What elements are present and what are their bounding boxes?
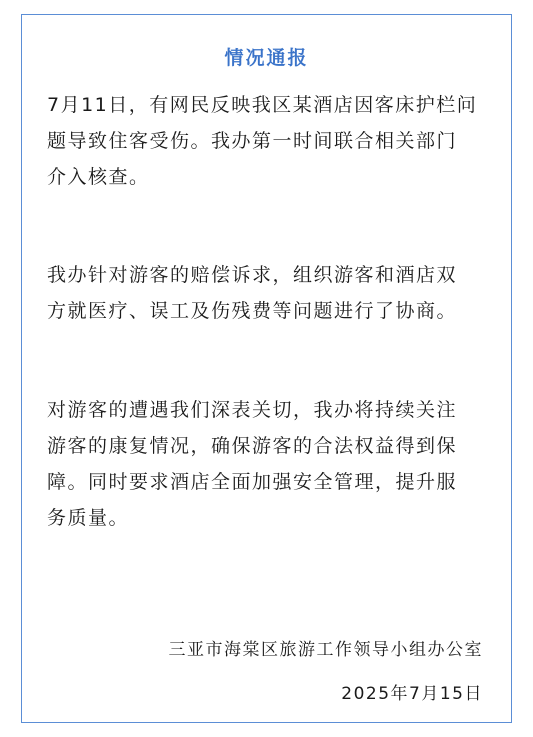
issuing-organization: 三亚市海棠区旅游工作领导小组办公室: [168, 640, 483, 660]
paragraph-concern: 对游客的遭遇我们深表关切，我办将持续关注 游客的康复情况，确保游客的合法权益得到保 障。同时要求酒店全面加强安全管理，提升服 务质量。: [47, 399, 458, 529]
issue-date: 2025年7月15日: [341, 684, 483, 704]
notice-title: 情况通报: [224, 47, 309, 69]
paragraph-incident: 7月11日，有网民反映我区某酒店因客床护栏问 题导致住客受伤。我办第一时间联合相关部门 介入核查。: [47, 94, 478, 188]
notice-frame: [21, 14, 512, 723]
paragraph-mediation: 我办针对游客的赔偿诉求，组织游客和酒店双 方就医疗、误工及伤残费等问题进行了协商。: [47, 264, 458, 322]
